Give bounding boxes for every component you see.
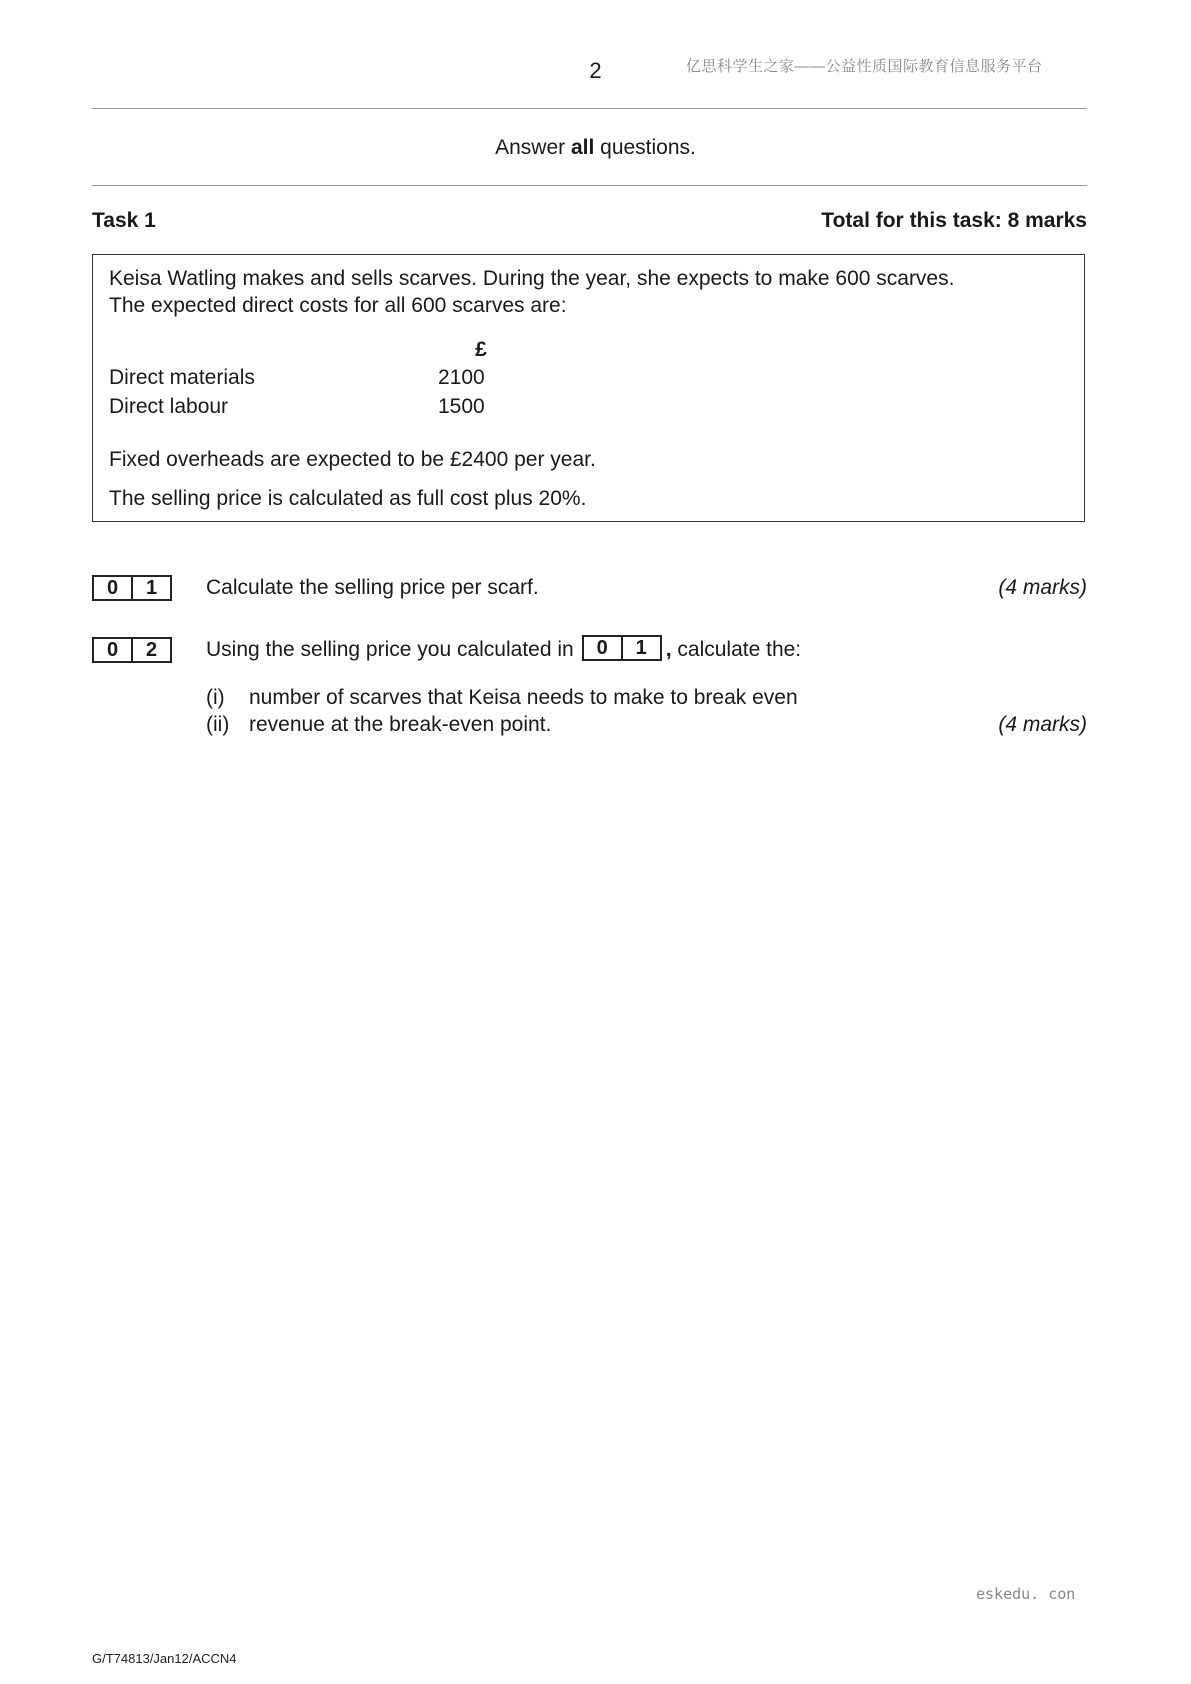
instruction-emphasis: all <box>570 136 595 159</box>
question-number-digit: 0 <box>106 577 119 599</box>
scenario-line-4: The selling price is calculated as full cost plus 20%. <box>109 487 587 510</box>
question-number-box <box>92 637 172 663</box>
question-number-digit: 0 <box>106 639 119 661</box>
instruction <box>0 136 1191 160</box>
instruction-divider <box>92 185 1087 186</box>
cost-value: 1500 <box>438 395 485 418</box>
scenario-line-2: The expected direct costs for all 600 scarves are: <box>109 294 567 317</box>
sub-question-text: revenue at the break-even point. <box>249 713 552 736</box>
scenario-line-1: Keisa Watling makes and sells scarves. During the year, she expects to make 600 scarves. <box>109 267 955 290</box>
footer-watermark: eskedu. con <box>976 1585 1076 1603</box>
instruction-before: Answer <box>495 136 571 159</box>
task-title: Task 1 <box>92 209 156 232</box>
question-text <box>206 638 801 662</box>
question-reference-digit: 0 <box>596 637 608 660</box>
sub-question-number: (ii) <box>206 713 230 736</box>
page-number: 2 <box>589 58 602 83</box>
question-marks: (4 marks) <box>998 576 1087 599</box>
currency-header: £ <box>475 338 487 361</box>
instruction-after: questions. <box>594 136 696 159</box>
header-watermark: 亿思科学生之家——公益性质国际教育信息服务平台 <box>686 58 1043 75</box>
question-text-before: Using the selling price you calculated in <box>206 638 574 661</box>
cost-label: Direct materials <box>109 366 255 389</box>
sub-question-text: number of scarves that Keisa needs to make to break even <box>249 686 798 709</box>
question-text: Calculate the selling price per scarf. <box>206 576 539 599</box>
question-number-digit: 1 <box>131 577 170 599</box>
top-divider <box>92 108 1087 109</box>
question-number-digit: 2 <box>131 639 170 661</box>
cost-value: 2100 <box>438 366 485 389</box>
task-total-marks: Total for this task: 8 marks <box>821 209 1087 232</box>
question-reference-digit: 1 <box>621 637 660 659</box>
paper-code: G/T74813/Jan12/ACCN4 <box>92 1651 237 1666</box>
sub-question-number: (i) <box>206 686 225 709</box>
question-text-after: calculate the: <box>671 638 802 661</box>
reference-comma: , <box>665 638 672 661</box>
question-number-box <box>92 575 172 601</box>
scenario-box <box>92 254 1085 522</box>
question-marks: (4 marks) <box>998 713 1087 736</box>
question-reference-box <box>582 635 662 661</box>
scenario-line-3: Fixed overheads are expected to be £2400 per year. <box>109 448 596 471</box>
cost-label: Direct labour <box>109 395 229 418</box>
